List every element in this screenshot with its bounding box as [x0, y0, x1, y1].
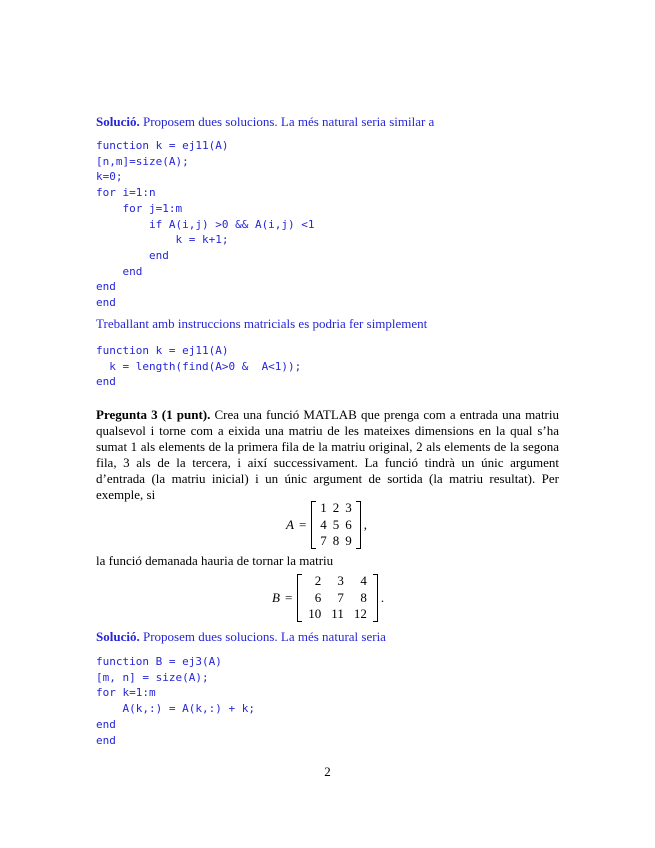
matrix-cell: 3: [337, 573, 344, 588]
matrix-a-brackets: [311, 500, 361, 550]
matrix-cell: 11: [331, 606, 344, 621]
between-text: la funció demanada hauria de tornar la matriu: [96, 553, 334, 568]
code-block-3: function B = ej3(A) [m, n] = size(A); for k=1:m A(k,:) = A(k,:) + k; end end: [96, 655, 255, 747]
code-block-2: function k = ej11(A) k = length(find(A>0 & A<1)); end: [96, 344, 302, 389]
matrix-row: [317, 500, 355, 517]
matrix-row: [303, 606, 372, 623]
matrix-cell: 8: [360, 589, 367, 605]
matrix-cell: 7: [337, 589, 344, 605]
matrix-row: [303, 573, 372, 590]
matrix-cell: 4: [360, 573, 367, 588]
solution-1-label: Solució.: [96, 114, 140, 129]
matrix-cell: 10: [308, 606, 322, 621]
question-3-paragraph: [96, 407, 559, 504]
solution-2-line: [96, 629, 386, 645]
matrix-cell: 9: [345, 533, 352, 548]
solution-2-text: Proposem dues solucions. La més natural seria: [139, 629, 386, 644]
matrix-row: [317, 517, 355, 534]
matrix-cell: 2: [332, 500, 340, 515]
page-number: 2: [324, 764, 331, 779]
question-3-label: Pregunta 3 (1 punt).: [96, 407, 211, 422]
matrix-cell: 5: [332, 516, 340, 532]
matrix-row: [317, 533, 355, 550]
matrix-b-brackets: [297, 573, 378, 623]
matrix-cell: 6: [345, 516, 352, 532]
matrix-cell: 3: [345, 500, 352, 515]
matrix-a-equation: [286, 500, 367, 550]
matrix-cell: 2: [314, 573, 322, 588]
matrix-a-equals: =: [298, 516, 307, 532]
matrix-cell: 6: [314, 589, 322, 605]
question-3-text: Crea una funció MATLAB que prenga com a entrada una matriu qualsevol i torne com a eixida una matriu de les mateixes dimensions en la qual s’ha sumat 1 als elements de la primera fila de la matriu original, 2 als elements de la segona fila, 3 als de la tercera, i així successivament. La funció tindrà un únic argument d’entrada (la matriu inicial) i un únic argument de sortida (la matriu resultat). Per exemple, si: [96, 407, 559, 503]
matrix-b-table: [303, 573, 372, 623]
matrix-cell: 7: [320, 533, 327, 548]
solution-1-line: [96, 114, 434, 130]
code-block-1: function k = ej11(A) [n,m]=size(A); k=0; for i=1:n for j=1:m if A(i,j) >0 && A(i,j) <1 k = k+1; end end end end: [96, 139, 315, 310]
matrix-row: [303, 590, 372, 607]
matrix-a-comma: ,: [363, 516, 368, 532]
solution-1-text: Proposem dues solucions. La més natural seria similar a: [139, 114, 435, 129]
matrix-cell: 8: [332, 533, 340, 548]
matrix-cell: 4: [320, 516, 327, 532]
matrix-a-name: A: [286, 516, 294, 532]
matrix-b-equation: [272, 573, 384, 623]
matrix-instructions-text: Treballant amb instruccions matricials es podria fer simplement: [96, 316, 428, 331]
matrix-cell: 1: [320, 500, 327, 515]
matrix-b-period: .: [380, 589, 385, 605]
matrix-b-name: B: [272, 589, 280, 605]
matrix-b-equals: =: [284, 589, 293, 605]
matrix-cell: 12: [353, 606, 367, 621]
solution-2-label: Solució.: [96, 629, 140, 644]
matrix-a-table: [317, 500, 355, 550]
